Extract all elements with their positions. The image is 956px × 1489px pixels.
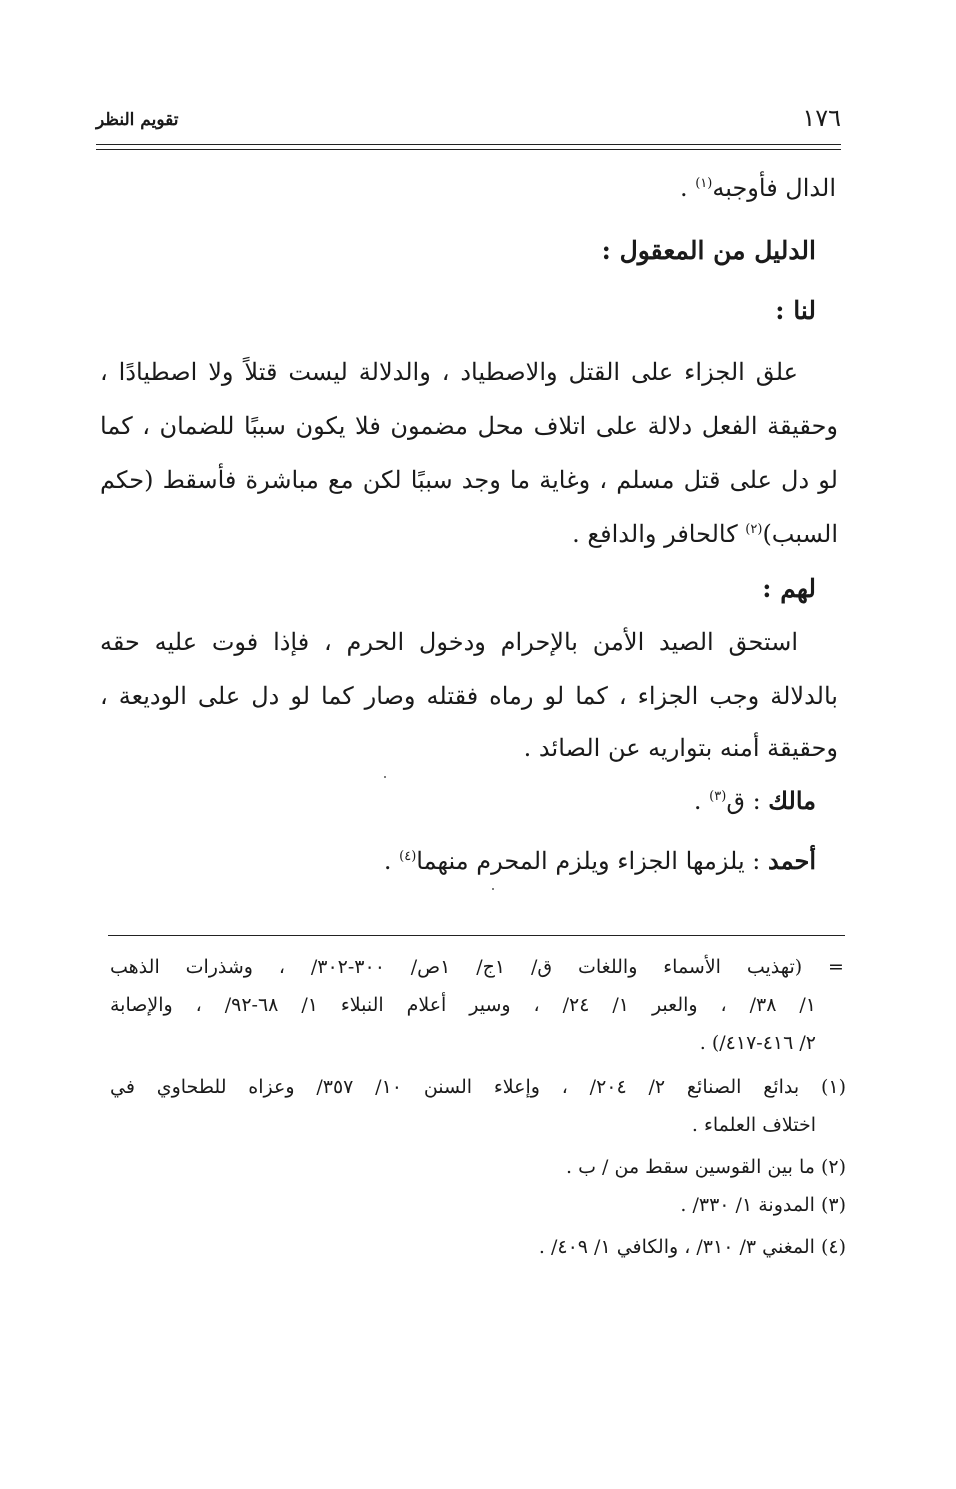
para-lana-line-4 (572, 520, 838, 548)
footnote-continued-line-3: ٢/ ٤١٦-٤١٧/) . (699, 1032, 816, 1054)
continued-text: الدال فأوجبه (712, 174, 836, 202)
para-lana-line-1: علق الجزاء على القتل والاصطياد ، والدلالة ليست قتلاً ولا اصطيادًا ، (100, 358, 798, 386)
footnote-3: (٣) المدونة ١/ ٣٣٠/ . (680, 1194, 846, 1216)
footnote-rule (108, 935, 845, 936)
ahmad-end: . (383, 847, 400, 875)
malik-label: مالك (768, 786, 816, 815)
ahmad-line (384, 846, 816, 875)
malik-text: : ق (726, 787, 769, 815)
para-lana-last-end: كالحافر والدافع . (572, 520, 746, 548)
ahmad-text: : يلزمها الجزاء ويلزم المحرم منهما (416, 847, 769, 875)
footnote-continued-line-2: ١/ ٣٨/ ، والعبر ١/ ٢٤/ ، وسير أعلام النبلاء ١/ ٦٨-٩٢/ ، والإصابة (110, 994, 816, 1016)
continued-end: . (679, 174, 688, 202)
footnote-ref-2[interactable]: (٢) (745, 522, 763, 537)
page-header (96, 104, 841, 136)
para-lahum-line-1: استحق الصيد الأمن بالإحرام ودخول الحرم ، فإذا فوت عليه حقه (100, 628, 798, 656)
para-lana-line-2: وحقيقة الفعل دلالة على اتلاف محل مضمون فلا يكون سببًا للضمان ، كما (100, 412, 838, 440)
page-number: ١٧٦ (802, 104, 841, 132)
section-heading: الدليل من المعقول : (601, 236, 816, 265)
footnote-ref-1[interactable]: (١) (695, 176, 713, 191)
header-rule-bottom (96, 149, 841, 150)
para-lana-line-3: لو دل على قتل مسلم ، وغاية ما وجد سببًا لكن مع مباشرة فأسقط (حكم (100, 466, 838, 494)
para-lana-last-text: السبب) (762, 520, 838, 548)
footnote-2: (٢) ما بين القوسين سقط من / ب . (566, 1156, 846, 1178)
footnote-continued-line-1: = (تهذيب الأسماء واللغات ق/ ١ج/ ١ص/ ٣٠٠-٣٠٢/ ، وشذرات الذهب (110, 956, 844, 978)
continued-line (680, 174, 836, 202)
label-lahum: لهم : (762, 574, 816, 603)
footnote-4: (٤) المغني ٣/ ٣١٠/ ، والكافي ١/ ٤٠٩/ . (538, 1236, 846, 1258)
footnote-1-line-2: اختلاف العلماء . (691, 1114, 816, 1136)
footnote-ref-4[interactable]: (٤) (399, 849, 417, 864)
running-title: تقويم النظر (96, 110, 179, 130)
para-lahum-line-2: بالدلالة وجب الجزاء ، كما لو رماه فقتله وصار كما لو دل على الوديعة ، (100, 682, 838, 710)
para-lahum-line-3: وحقيقة أمنه بتواريه عن الصائد . (523, 734, 838, 762)
footnote-1-line-1: (١) بدائع الصنائع ٢/ ٢٠٤/ ، وإعلاء السنن ١٠/ ٣٥٧/ وعزاه للطحاوي في (110, 1076, 847, 1098)
print-speck (492, 888, 494, 890)
malik-line (694, 786, 816, 815)
label-lana: لنا : (775, 296, 816, 325)
footnote-ref-3[interactable]: (٣) (709, 789, 727, 804)
malik-end: . (693, 787, 710, 815)
ahmad-label: أحمد (768, 846, 816, 875)
print-speck (384, 776, 386, 778)
header-rule-top (96, 144, 841, 145)
